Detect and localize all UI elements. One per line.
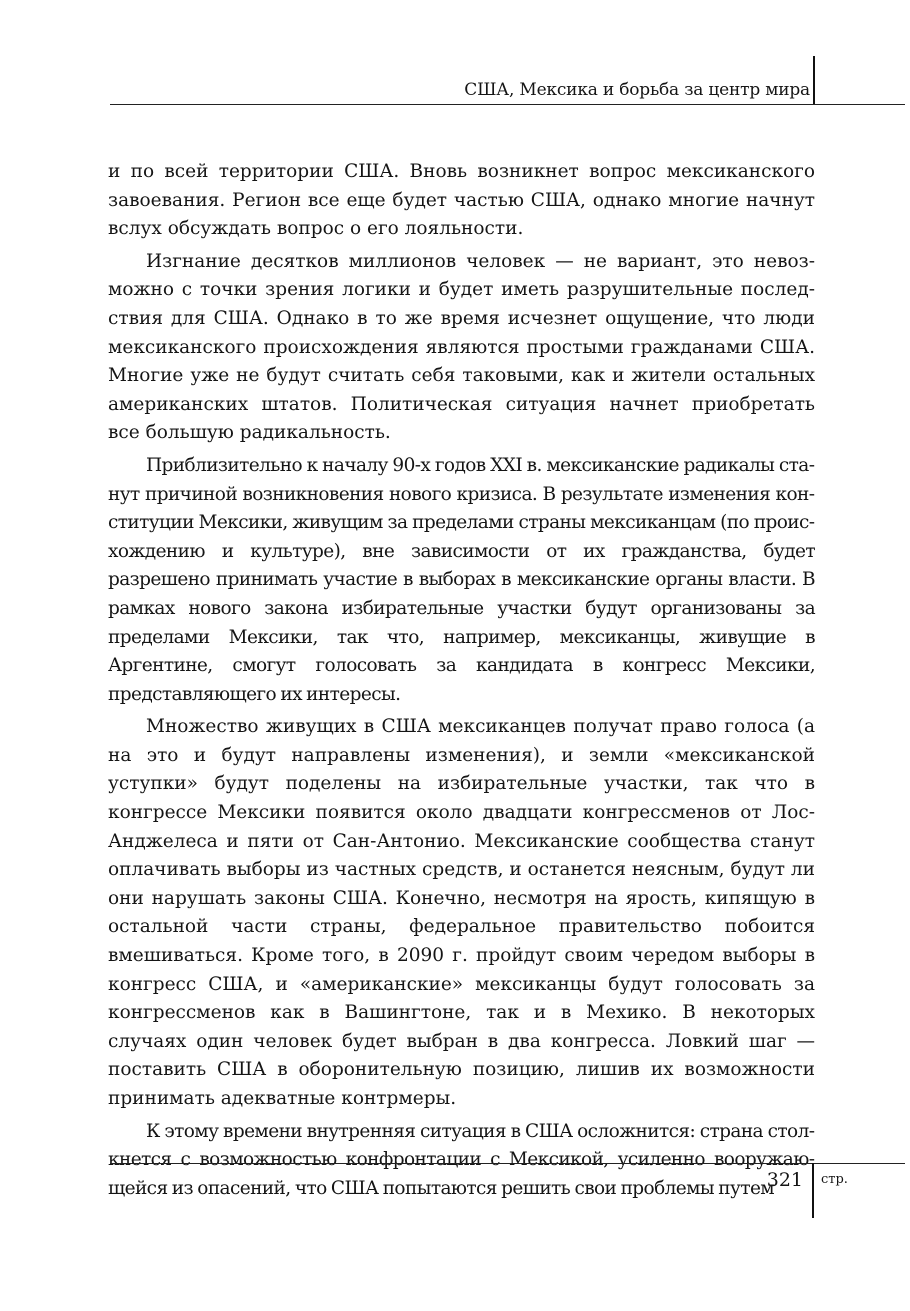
page-label: стр. bbox=[821, 1172, 848, 1187]
paragraph-2: Изгнание десятков миллионов человек — не вариант, это невозможно с точки зрения логики и будет иметь разрушительные последствия для США. Однако в то же время исчезнет ощущение, что люди мексиканского происхождения являются простыми гражданами США. Многие уже не будут считать себя таковыми, как и жители остальных американских штатов. Политическая ситуация начнет приобретать все большую радикальность. bbox=[108, 250, 815, 444]
header-rule bbox=[110, 104, 905, 105]
footer-vertical-bar bbox=[812, 1163, 814, 1218]
running-header-title: США, Мексика и борьба за центр мира bbox=[464, 80, 810, 100]
footer-rule bbox=[110, 1163, 905, 1164]
paragraph-4: Множество живущих в США мексиканцев получат право голоса (а на это и будут направлены изменения), и земли «мексиканской уступки» будут поделены на избирательные участки, так что в конгрессе Мексики появится около двадцати конгрессменов от Лос-Анджелеса и пяти от Сан-Антонио. Мексиканские сообщества станут оплачивать выборы из частных средств, и останется неясным, будут ли они нарушать законы США. Конечно, несмотря на ярость, кипящую в остальной части страны, федеральное правительство побоится вмешиваться. Кроме того, в 2090 г. пройдут своим чередом выборы в конгресс США, и «американские» мексиканцы будут голосовать за конгрессменов как в Вашингтоне, так и в Мехико. В некоторых случаях один человек будет выбран в два конгресса. Ловкий шаг — поставить США в оборонительную позицию, лишив их возможности принимать адекватные контрмеры. bbox=[108, 716, 815, 1109]
page-number: 321 bbox=[766, 1169, 803, 1191]
paragraph-5: К этому времени внутренняя ситуация в США осложнится: страна столкнется с возможностью конфронтации с Мексикой, усиленно вооружающейся из опасений, что США попытаются решить свои проблемы путем bbox=[108, 1120, 815, 1199]
paragraph-3: Приблизительно к началу 90-х годов XXI в. мексиканские радикалы станут причиной возникновения нового кризиса. В результате изменения конституции Мексики, живущим за пределами страны мексиканцам (по происхождению и культуре), вне зависимости от их гражданства, будет разрешено принимать участие в выборах в мексиканские органы власти. В рамках нового закона избирательные участки будут организованы за пределами Мексики, так что, например, мексиканцы, живущие в Аргентине, смогут голосовать за кандидата в конгресс Мексики, представляющего их интересы. bbox=[108, 454, 815, 705]
body-text bbox=[108, 158, 815, 1207]
header-vertical-bar bbox=[813, 56, 815, 104]
paragraph-1: и по всей территории США. Вновь возникнет вопрос мексиканского завоевания. Регион все еще будет частью США, однако многие начнут вслух обсуждать вопрос о его лояльности. bbox=[108, 161, 815, 240]
